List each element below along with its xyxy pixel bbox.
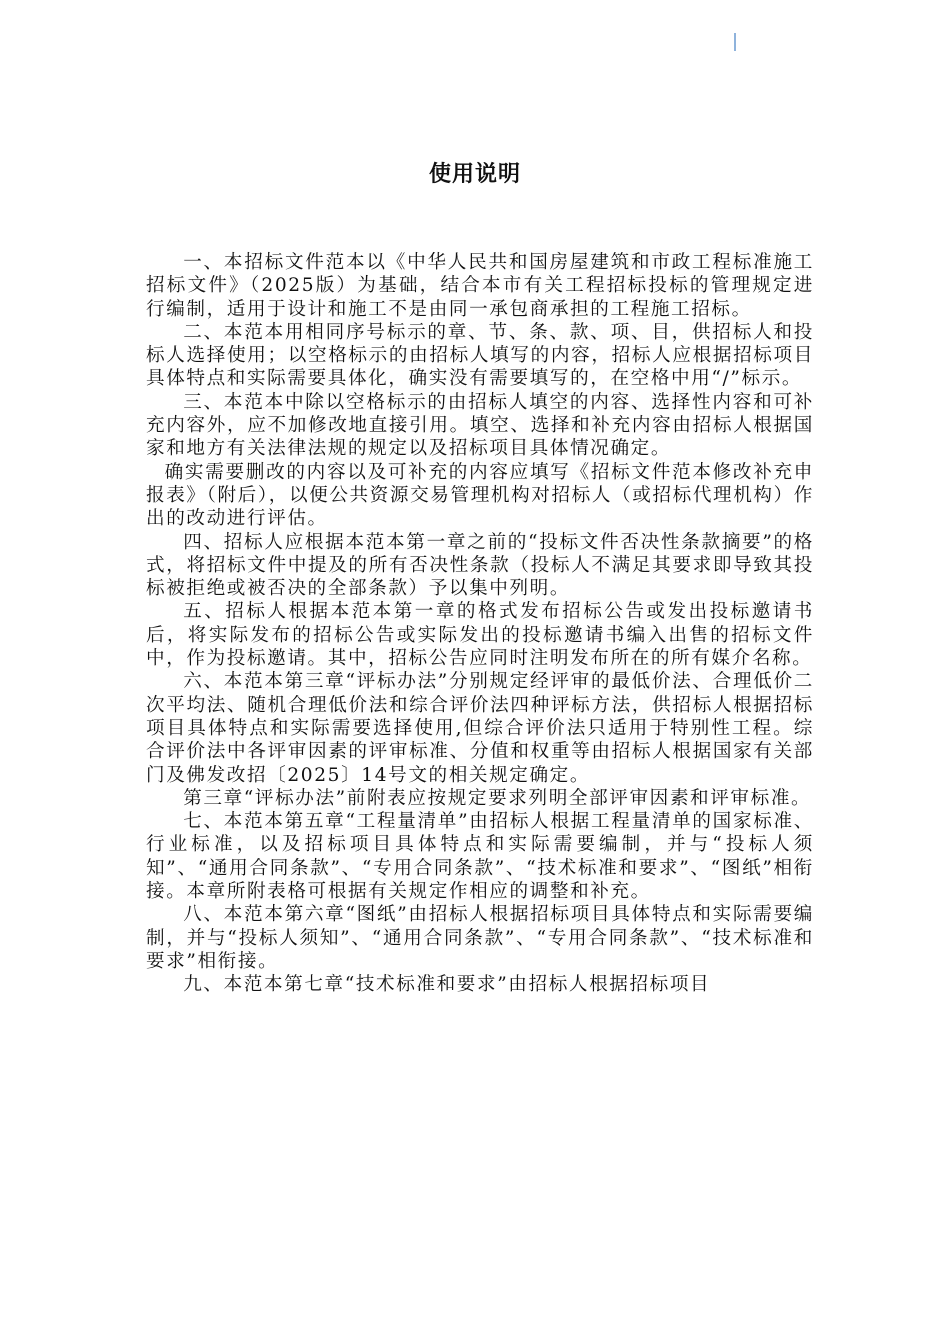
paragraph-7: 七、本范本第五章“工程量清单”由招标人根据工程量清单的国家标准、行业标准，以及招标项目具体特点和实际需要编制，并与“投标人须知”、“通用合同条款”、“专用合同条款”、“技术标准和要求”、“图纸”相衔接。本章所附表格可根据有关规定作相应的调整和补充。 — [146, 811, 814, 903]
paragraph-6: 六、本范本第三章“评标办法”分别规定经评审的最低价法、合理低价二次平均法、随机合理低价法和综合评价法四种评标方法，供招标人根据招标项目具体特点和实际需要选择使用,但综合评价法只适用于特别性工程。综合评价法中各评审因素的评审标准、分值和权重等由招标人根据国家有关部门及佛发改招〔2025〕14号文的相关规定确定。 — [146, 671, 814, 786]
paragraph-5: 五、招标人根据本范本第一章的格式发布招标公告或发出投标邀请书后，将实际发布的招标公告或实际发出的投标邀请书编入出售的招标文件中，作为投标邀请。其中，招标公告应同时注明发布所在的所有媒介名称。 — [146, 601, 814, 670]
paragraph-6-supplement: 第三章“评标办法”前附表应按规定要求列明全部评审因素和评审标准。 — [183, 787, 812, 809]
document-body — [146, 251, 814, 997]
paragraph-9: 九、本范本第七章“技术标准和要求”由招标人根据招标项目 — [183, 974, 711, 996]
paragraph-4: 四、招标人应根据本范本第一章之前的“投标文件否决性条款摘要”的格式，将招标文件中提及的所有否决性条款（投标人不满足其要求即导致其投标被拒绝或被否决的全部条款）予以集中列明。 — [146, 531, 814, 600]
paragraph-3: 三、本范本中除以空格标示的由招标人填空的内容、选择性内容和可补充内容外，应不加修改地直接引用。填空、选择和补充内容由招标人根据国家和地方有关法律法规的规定以及招标项目具体情况确定。 — [146, 391, 814, 460]
paragraph-8: 八、本范本第六章“图纸”由招标人根据招标项目具体特点和实际需要编制，并与“投标人须知”、“通用合同条款”、“专用合同条款”、“技术标准和要求”相衔接。 — [146, 904, 814, 972]
paragraph-3-supplement: 确实需要删改的内容以及可补充的内容应填写《招标文件范本修改补充申报表》（附后），以便公共资源交易管理机构对招标人（或招标代理机构）作出的改动进行评估。 — [146, 461, 814, 530]
paragraph-2: 二、本范本用相同序号标示的章、节、条、款、项、目，供招标人和投标人选择使用；以空格标示的由招标人填写的内容，招标人应根据招标项目具体特点和实际需要具体化，确实没有需要填写的，在空格中用“/”标示。 — [146, 321, 814, 390]
paragraph-1: 一、本招标文件范本以《中华人民共和国房屋建筑和市政工程标准施工招标文件》（2025版）为基础，结合本市有关工程招标投标的管理规定进行编制，适用于设计和施工不是由同一承包商承担的工程施工招标。 — [146, 252, 814, 320]
page-title: 使用说明 — [428, 162, 521, 187]
text-cursor-mark — [734, 33, 736, 51]
